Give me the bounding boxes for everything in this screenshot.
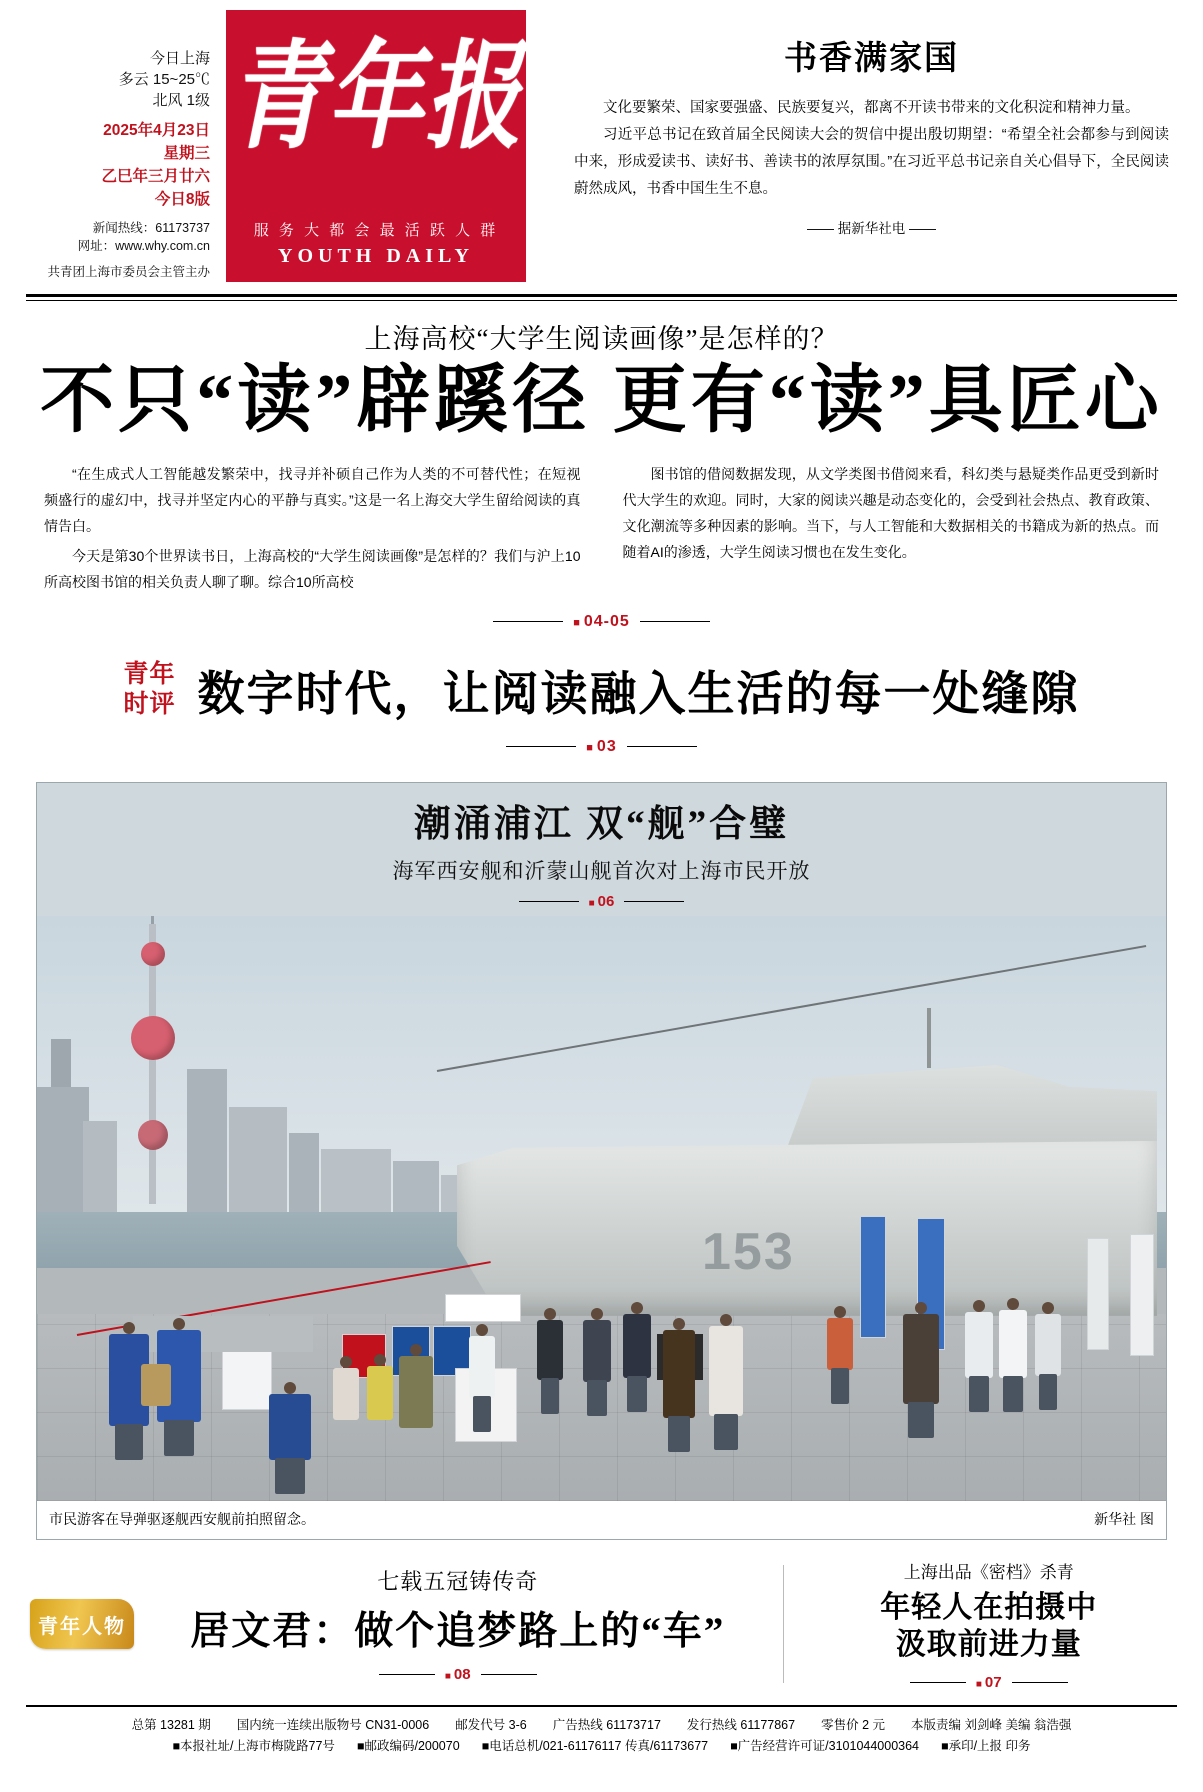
photo-caption: 市民游客在导弹驱逐舰西安舰前拍照留念。: [49, 1510, 315, 1527]
photo-page-number: ■ 06: [589, 893, 615, 910]
person-head: [340, 1356, 352, 1368]
person-head: [673, 1318, 685, 1330]
editorial-source-text: 据新华社电: [837, 221, 906, 236]
person-legs: [115, 1424, 143, 1460]
weather-condition: 多云 15~25℃: [118, 71, 210, 88]
lead-col1-p1: “在生成式人工智能越发繁荣中，找寻并补硕自己作为人类的不可替代性；在短视频盛行的虚幻中，找寻并坚定内心的平静与真实。”这是一名上海交大学生留给阅读的真情告白。: [44, 465, 581, 534]
footer-item: 总第 13281 期: [131, 1717, 211, 1732]
issue-date: 2025年4月23日: [103, 122, 210, 139]
person: [623, 1314, 651, 1378]
person: [1035, 1314, 1061, 1376]
teaser-right-page-reference[interactable]: [804, 1674, 1173, 1691]
issue-lunar-date: 乙巳年三月廿六: [101, 168, 210, 185]
masthead-info-column: [26, 10, 226, 281]
weather-city: 今日上海: [149, 50, 210, 67]
footer-item: 国内统一连续出版物号 CN31-0006: [236, 1717, 430, 1732]
footer-item: 零售价 2 元: [821, 1717, 885, 1732]
person-legs: [1039, 1374, 1057, 1410]
person-head: [410, 1344, 422, 1356]
commentary-tag-line1: 青年: [123, 661, 176, 689]
footer-item: 邮发代号 3-6: [455, 1717, 527, 1732]
pagemark-rule-right: [640, 621, 710, 622]
teaser-right-headline-line2[interactable]: 汲取前进力量: [895, 1628, 1082, 1662]
photo-credit-bar: [37, 1501, 1166, 1539]
ship-hull-number: 153: [702, 1222, 795, 1281]
person-legs: [587, 1380, 607, 1416]
person-child: [333, 1368, 359, 1420]
lead-column-1: [44, 461, 581, 599]
person-legs: [1003, 1376, 1023, 1412]
person-legs: [831, 1368, 849, 1404]
person-head: [591, 1308, 603, 1320]
handbag: [141, 1364, 171, 1406]
person-head: [173, 1318, 185, 1330]
teaser-youth-figure[interactable]: [30, 1565, 784, 1683]
editorial-paragraph-2: 习近平总书记在致首届全民阅读大会的贺信中提出殷切期望：“希望全社会都参与到阅读中来，形成爱读书、读好书、善读书的浓厚氛围。”在习近平总书记亲自关心倡导下，全民阅读蔚然成风，书香中国生生不息。: [574, 127, 1169, 197]
lead-page-reference[interactable]: [26, 613, 1177, 631]
person-sailor: [999, 1310, 1027, 1378]
editorial-source: —— 据新华社电 ——: [806, 221, 937, 236]
footer-item: ■广告经营许可证/3101044000364: [730, 1738, 920, 1753]
photo-subheadline: 海军西安舰和沂蒙山舰首次对上海市民开放: [392, 859, 811, 883]
teaser-right-kicker: 上海出品《密档》杀青: [903, 1562, 1074, 1582]
teaser-left-headline[interactable]: 居文君：做个追梦路上的“车”: [190, 1610, 726, 1654]
lead-page-number: ■ 04-05: [573, 613, 630, 631]
lead-col2-p1: 图书馆的借阅数据发现，从文学类图书借阅来看，科幻类与悬疑类作品更受到新时代大学生的欢迎。同时，大家的阅读兴趣是动态变化的，会受到社会热点、教育政策、文化潮流等多种因素的影响。当下，与人工智能和大数据相关的书籍成为新的热点。而随着AI的渗透，大学生阅读习惯也在发生变化。: [622, 465, 1159, 560]
lead-story: [0, 301, 1203, 631]
page-footer: [26, 1705, 1177, 1757]
website-url[interactable]: 网址：www.why.com.cn: [77, 239, 210, 253]
footer-item: 广告热线 61173717: [552, 1717, 661, 1732]
person: [663, 1330, 695, 1418]
footer-item: 发行热线 61177867: [686, 1717, 796, 1732]
lead-col1-p2: 今天是第30个世界读书日，上海高校的“大学生阅读画像”是怎样的？我们与沪上10所高校图书馆的相关负责人聊了聊。综合10所高校: [44, 547, 581, 590]
person-crouching: [269, 1394, 311, 1460]
person-head: [544, 1308, 556, 1320]
commentary-tag-line2: 时评: [123, 691, 176, 719]
commentary-page-reference[interactable]: [0, 738, 1203, 756]
person-legs: [969, 1376, 989, 1412]
photo-feature-heading: [37, 783, 1166, 910]
footer-item: ■电话总机/021-61176117 传真/61173677: [481, 1738, 709, 1753]
teaser-left-text: [152, 1565, 763, 1683]
person-head: [915, 1302, 927, 1314]
logo-slogan: 服 务 大 都 会 最 活 跃 人 群: [253, 222, 499, 239]
person: [537, 1320, 563, 1380]
person: [709, 1326, 743, 1416]
photo-page-reference[interactable]: [37, 893, 1166, 910]
lead-headline[interactable]: 不只“读”辟蹊径 更有“读”具匠心: [40, 360, 1163, 442]
news-hotline: 新闻热线：61173737: [92, 221, 210, 235]
lead-column-2: [623, 461, 1160, 599]
person-head: [1042, 1302, 1054, 1314]
teaser-left-page-number: ■ 08: [445, 1666, 471, 1683]
editorial-title: 书香满家国: [784, 41, 959, 77]
logo-english-title: YOUTH DAILY: [278, 245, 474, 267]
issue-weekday: 星期三: [163, 145, 210, 162]
footer-item: ■承印/上报 印务: [941, 1738, 1031, 1753]
photo-headline[interactable]: 潮涌浦江 双“舰”合璧: [413, 803, 790, 845]
masthead-divider-thick: [26, 294, 1177, 297]
teaser-left-page-reference[interactable]: [152, 1666, 763, 1683]
person-legs: [275, 1458, 304, 1494]
lead-body: [26, 461, 1177, 599]
person-legs: [164, 1420, 195, 1456]
pagemark-rule-left: [519, 901, 579, 902]
pagemark-rule-right: [627, 746, 697, 747]
photo-feature: [36, 782, 1167, 1540]
teaser-film[interactable]: [784, 1558, 1173, 1691]
commentary-block: [0, 631, 1203, 724]
pagemark-rule-left: [506, 746, 576, 747]
masthead: [0, 0, 1203, 282]
newspaper-logo: [226, 10, 526, 282]
lead-kicker: 上海高校“大学生阅读画像”是怎样的？: [364, 324, 839, 354]
person-legs: [714, 1414, 738, 1450]
teaser-right-page-number: ■ 07: [976, 1674, 1002, 1691]
footer-row-2: [26, 1736, 1177, 1757]
commentary-headline[interactable]: 数字时代，让阅读融入生活的每一处缝隙: [197, 668, 1080, 721]
footer-item: ■邮政编码/200070: [356, 1738, 460, 1753]
person-head: [720, 1314, 732, 1326]
footer-row-1: [26, 1715, 1177, 1736]
editorial-column: [526, 10, 1177, 237]
person-head: [1007, 1298, 1019, 1310]
person-legs: [473, 1396, 491, 1432]
commentary-tag: [123, 660, 175, 720]
teaser-left-kicker: 七载五冠铸传奇: [377, 1569, 539, 1595]
photo-image: [37, 916, 1166, 1501]
photo-credit: 新华社 图: [1094, 1510, 1154, 1527]
person-head: [374, 1354, 386, 1366]
person-head: [834, 1306, 846, 1318]
pagemark-rule-left: [910, 1682, 966, 1683]
publisher-line: 共青团上海市委员会主管主办: [47, 265, 210, 279]
commentary-page-number: ■ 03: [586, 738, 616, 756]
issue-page-count: 今日8版: [154, 191, 210, 208]
person-head: [631, 1302, 643, 1314]
person: [827, 1318, 853, 1370]
person-head: [123, 1322, 135, 1334]
person-head: [284, 1382, 296, 1394]
footer-item: 本版责编 刘剑峰 美编 翁浩强: [911, 1717, 1072, 1732]
logo-chinese-title: 青年报: [229, 32, 523, 163]
weather-wind: 北风 1级: [152, 92, 210, 109]
person-sailor: [965, 1312, 993, 1378]
footer-item: ■本报社址/上海市梅陇路77号: [172, 1738, 335, 1753]
person: [469, 1336, 495, 1398]
person-seated: [399, 1356, 433, 1428]
bottom-teasers: [30, 1558, 1173, 1691]
person-legs: [541, 1378, 559, 1414]
crowd: [37, 916, 1166, 1501]
person-child: [367, 1366, 393, 1420]
pagemark-rule-right: [1012, 1682, 1068, 1683]
person-head: [973, 1300, 985, 1312]
person-head: [476, 1324, 488, 1336]
person-legs: [627, 1376, 647, 1412]
teaser-right-headline-line1[interactable]: 年轻人在拍摄中: [880, 1590, 1098, 1624]
person-legs: [908, 1402, 933, 1438]
pagemark-rule-right: [481, 1674, 537, 1675]
editorial-paragraph-1: 文化要繁荣、国家要强盛、民族要复兴，都离不开读书带来的文化积淀和精神力量。: [603, 100, 1140, 116]
pagemark-rule-left: [379, 1674, 435, 1675]
teaser-badge: 青年人物: [30, 1599, 134, 1649]
person-photographer: [903, 1314, 939, 1404]
person-legs: [668, 1416, 690, 1452]
pagemark-rule-left: [493, 621, 563, 622]
pagemark-rule-right: [624, 901, 684, 902]
person: [583, 1320, 611, 1382]
